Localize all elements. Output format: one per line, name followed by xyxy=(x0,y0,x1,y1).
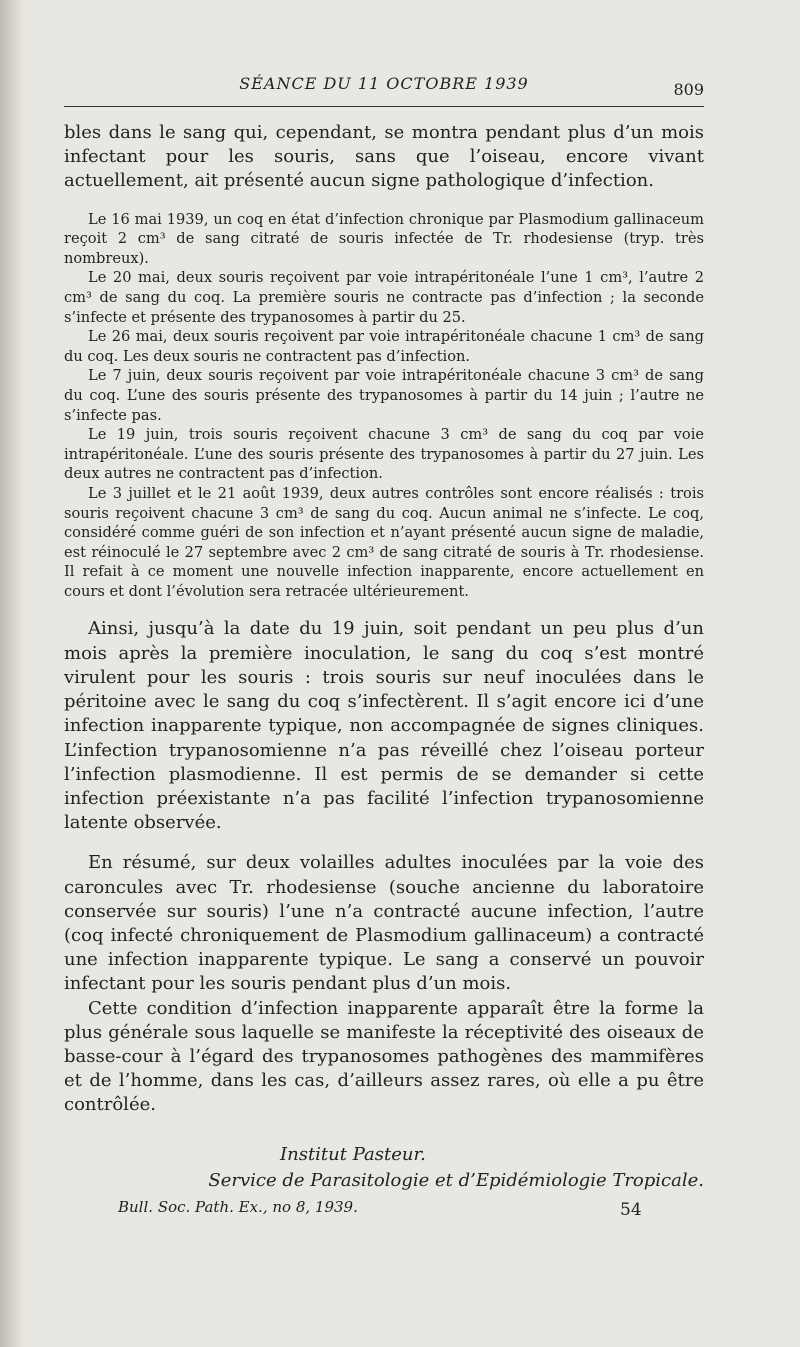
header-title: SÉANCE DU 11 OCTOBRE 1939 xyxy=(239,74,529,93)
conclusion-paragraph: Ainsi, jusqu’à la date du 19 juin, soit pendant un peu plus d’un mois après la première inoculation, le sang du coq s’est montré virulent pour les souris : trois souris sur neuf inoculées dans le péritoine avec le sang du coq s’infectèrent. Il s’agit encore ici d’une infection inapparente typique, non accompagnée de signes cliniques. L’infection trypanosomienne n’a pas réveillé chez l’oiseau porteur l’infection plasmodienne. Il est permis de se demander si cette infection préexistante n’a pas facilité l’infection trypanosomienne latente observée. xyxy=(64,618,704,834)
summary-paragraph: En résumé, sur deux volailles adultes inoculées par la voie des caroncules avec Tr. rhodesiense (souche ancienne du laboratoire conservée sur souris) l’une n’a contracté aucune infection, l’autre (coq infecté chroniquement de Plasmodium gallinaceum) a contracté une infection inapparente typique. Le sang a conservé un pouvoir infectant pour les souris pendant plus d’un mois. xyxy=(64,852,704,995)
page-number: 809 xyxy=(673,80,704,99)
running-header xyxy=(64,70,704,102)
detail-paragraph-2: Le 20 mai, deux souris reçoivent par voie intrapéritonéale l’une 1 cm³, l’autre 2 cm³ de sang du coq. La première souris ne contracte pas d’infection ; la seconde s’infecte et présente des trypanosomes à partir du 25. xyxy=(64,269,704,326)
intro-paragraph: bles dans le sang qui, cependant, se montra pendant plus d’un mois infectant pour les souris, sans que l’oiseau, encore vivant actuellement, ait présenté aucun signe pathologique d’infection. xyxy=(64,122,704,192)
page xyxy=(64,70,704,1118)
signature-institut: Institut Pasteur. xyxy=(280,1144,426,1165)
detail-paragraph-4: Le 7 juin, deux souris reçoivent par voie intrapéritonéale chacune 3 cm³ de sang du coq. L’une des souris présente des trypanosomes à partir du 14 juin ; l’autre ne s’infecte pas. xyxy=(64,367,704,424)
detail-paragraph-1: Le 16 mai 1939, un coq en état d’infection chronique par Plasmodium gallinaceum reçoit 2 cm³ de sang citraté de souris infectée de Tr. rhodesiense (tryp. très nombreux). xyxy=(64,210,704,267)
detail-paragraph-5: Le 19 juin, trois souris reçoivent chacune 3 cm³ de sang du coq par voie intrapéritonéale. L’une des souris présente des trypanosomes à partir du 27 juin. Les deux autres ne contractent pas d’infection. xyxy=(64,426,704,483)
journal-footer: Bull. Soc. Path. Ex., no 8, 1939. xyxy=(118,1198,358,1216)
service-affiliation: Service de Parasitologie et d’Epidémiologie Tropicale. xyxy=(208,1170,704,1191)
page-spine-shadow xyxy=(0,0,24,1347)
final-paragraph: Cette condition d’infection inapparente apparaît être la forme la plus générale sous laquelle se manifeste la réceptivité des oiseaux de basse-cour à l’égard des trypanosomes pathogènes des mammifères et de l’homme, dans les cas, d’ailleurs assez rares, où elle a pu être contrôlée. xyxy=(64,997,704,1116)
detail-paragraph-6: Le 3 juillet et le 21 août 1939, deux autres contrôles sont encore réalisés : trois souris reçoivent chacune 3 cm³ de sang du coq. Aucun animal ne s’infecte. Le coq, considéré comme guéri de son infection et n’ayant présenté aucun signe de maladie, est réinoculé le 27 septembre avec 2 cm³ de sang citraté de souris à Tr. rhodesiense. Il refait à ce moment une nouvelle infection inapparente, encore actuellement en cours et dont l’évolution sera retracée ultérieurement. xyxy=(64,484,704,600)
detail-paragraph-3: Le 26 mai, deux souris reçoivent par voie intrapéritonéale chacune 1 cm³ de sang du coq. Les deux souris ne contractent pas d’infection. xyxy=(64,328,704,365)
sheet-number: 54 xyxy=(620,1200,642,1220)
header-rule xyxy=(64,106,704,107)
